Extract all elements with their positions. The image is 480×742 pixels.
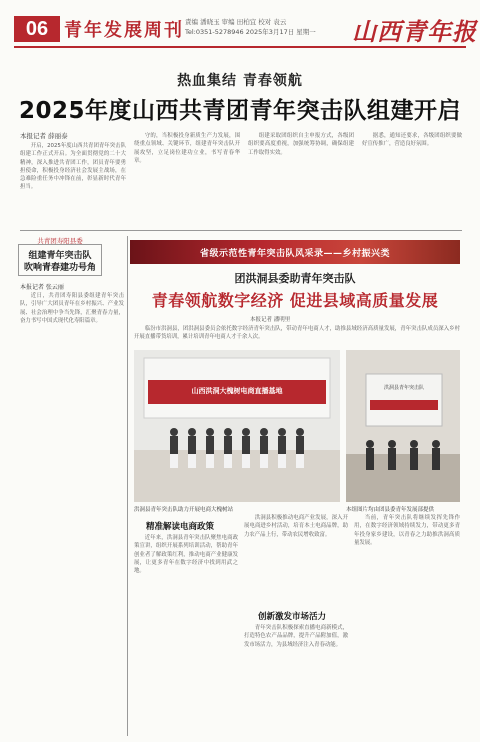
right-column-body: 当前，青年突击队将继续发挥先锋作用，在数字经济领域持续发力，带动更多青年投身家乡建设，以青春之力助推洪洞高质量发展。 (354, 515, 460, 546)
sidebar-title-line2: 吹响青春建功号角 (23, 263, 96, 273)
sidebar-body: 近日，共青团寿阳县委组建青年突击队，引导广大团员青年在乡村振兴、产业发展、社会治理中争当先锋，汇聚青春力量，奋力书写中国式现代化寿阳篇章。 (20, 293, 124, 324)
newspaper-logo: 山西青年报 (352, 17, 477, 46)
section1-title: 精准解读电商政策 (146, 522, 215, 532)
feature-banner (130, 240, 460, 264)
section1-body-b: 洪洞县积极推动电商产业发展，深入开展电商进乡村活动，培育本土电商品牌，助力农产品上行，带动农民增收致富。 (244, 515, 348, 538)
section2-title: 创新激发市场活力 (258, 612, 327, 622)
feature-kicker: 团洪洞县委助青年突击队 (234, 272, 356, 285)
contact-date-info: Tel:0351-5278946 2025年3月17日 星期一 (185, 28, 316, 36)
stage-photo-illustration (134, 350, 340, 502)
section2-body: 青年突击队积极探索直播电商新模式，打造特色农产品品牌，提升产品附加值，激发市场活力，为县域经济注入青春动能。 (244, 625, 348, 648)
section-divider (20, 230, 462, 231)
photo2-caption: 本组图片均由团县委青年发展部提供 (346, 507, 435, 513)
lead-column-4: 据悉，通知还要求，各级团组织要做好宣传推广，营造良好氛围。 (362, 133, 462, 148)
feature-byline: 本报记者 潘明里 (250, 317, 291, 323)
poster-text: 洪洞县青年突击队 (383, 385, 424, 391)
page-number: 06 (14, 16, 60, 42)
sidebar-title-box (18, 244, 102, 276)
lead-column-3: 组建采取团组织自主申报方式，各级团组织要高度重视，加强统筹协调，确保组建工作取得实效。 (248, 133, 354, 156)
feature-intro: 临汾市洪洞县，团洪洞县委员会依托数字经济青年突击队，带动青年电商人才，助推县域经济高质量发展，青年突击队成员深入乡村开展直播带货培训，累计培训青年电商人才千余人次。 (134, 326, 460, 341)
section-title: 青年发展周刊 (64, 20, 184, 41)
lead-headline: 2025年度山西共青团青年突击队组建开启 (18, 98, 461, 124)
sidebar-title-line1: 组建青年突击队 (28, 251, 92, 261)
editor-info: 責编 潘晓玉 审编 田柏宜 校对 袁云 (185, 18, 287, 26)
lead-kicker: 热血集结 青春领航 (177, 73, 303, 89)
lead-byline: 本报记者 薛丽泰 (20, 132, 68, 140)
feature-headline: 青春领航数字经济 促进县域高质量发展 (151, 291, 439, 310)
team-photo-illustration (346, 350, 460, 502)
lead-column-1: 开启，2025年度山西共青团青年突击队组建工作正式开启。为全面贯彻党的二十大精神，深入推进共青团工作，团员青年要勇担使命，积极投身经济社会发展主战场，在急难险重任务中冲锋在前，彰显新时代青年担当。 (20, 143, 126, 191)
sidebar-tag: 共青团寿阳县委 (37, 237, 83, 245)
photo-livestream-stage (134, 350, 340, 502)
banner-text: 省级示范性青年突击队风采录——乡村振兴类 (199, 249, 390, 259)
sidebar-byline: 本报记者 张云丽 (20, 284, 64, 291)
photo-team-poster (346, 350, 460, 502)
stage-banner-text: 山西洪洞大槐树电商直播基地 (191, 387, 283, 395)
lead-column-2: 守的，当积极投身新质生产力发展，围绕重点领域、关键环节，组建青年突击队开展攻坚，立足岗位建功立业，书写青春华章。 (134, 133, 240, 164)
masthead (0, 0, 480, 52)
section1-body: 近年来，洪洞县青年突击队聚焦电商政策宣讲，组织开展系列培训活动，帮助青年创业者了解政策红利，推动电商产业健康发展，让更多青年在数字经济中找到用武之地。 (134, 535, 238, 575)
photo1-caption: 洪洞县青年突击队助力开展电商大槐树站 (134, 507, 234, 513)
vertical-divider (127, 236, 128, 736)
masthead-rule (14, 46, 466, 48)
